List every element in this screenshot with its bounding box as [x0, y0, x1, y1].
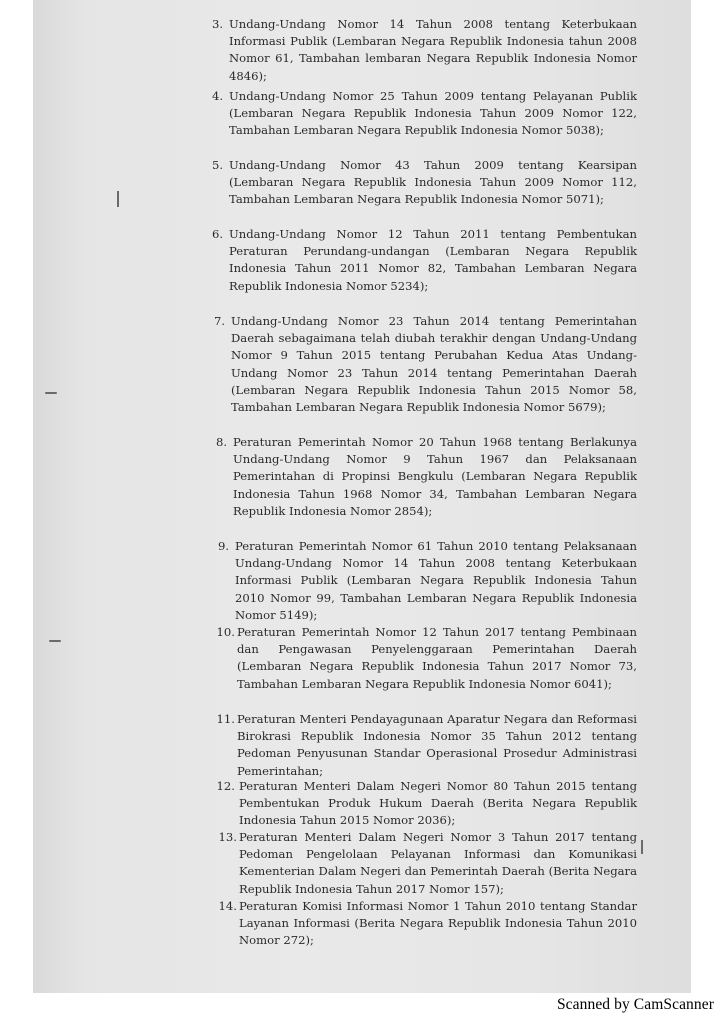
list-item	[33, 778, 691, 830]
item-text: Peraturan Pemerintah Nomor 20 Tahun 1968 tentang Berlakunya Undang-Undang Nomor 9 Tahun 1967 dan Pelaksanaan Pemerintahan di Propinsi Bengkulu (Lembaran Negara Republik Indonesia Tahun 1968 Nomor 34, Tambahan Lembaran Negara Republik Indonesia Nomor 2854);	[233, 435, 637, 518]
item-text: Peraturan Menteri Dalam Negeri Nomor 80 Tahun 2015 tentang Pembentukan Produk Hukum Daerah (Berita Negara Republik Indonesia Tahun 2015 Nomor 2036);	[239, 779, 637, 828]
list-item	[33, 157, 691, 209]
item-number: 13.	[218, 830, 237, 844]
item-text: Undang-Undang Nomor 14 Tahun 2008 tentang Keterbukaan Informasi Publik (Lembaran Negara Republik Indonesia tahun 2008 Nomor 61, Tambahan lembaran Negara Republik Indonesia Nomor 4846);	[229, 17, 637, 83]
document-scan	[33, 0, 691, 993]
scanner-watermark: Scanned by CamScanner	[556, 996, 714, 1013]
list-item	[33, 711, 691, 780]
item-number: 3.	[211, 17, 223, 31]
item-number: 9.	[217, 539, 229, 553]
list-item	[33, 538, 691, 624]
item-text: Peraturan Menteri Dalam Negeri Nomor 3 Tahun 2017 tentang Pedoman Pengelolaan Pelayanan Informasi dan Komunikasi Kementerian Dalam Negeri dan Pemerintah Daerah (Berita Negara Republik Indonesia Tahun 2017 Nomor 157);	[239, 830, 637, 896]
list-item	[33, 16, 691, 85]
item-text: Peraturan Komisi Informasi Nomor 1 Tahun 2010 tentang Standar Layanan Informasi (Berita Negara Republik Indonesia Tahun 2010 Nomor 272);	[239, 899, 637, 948]
item-text: Peraturan Pemerintah Nomor 12 Tahun 2017 tentang Pembinaan dan Pengawasan Penyelenggaraan Pemerintahan Daerah (Lembaran Negara Republik Indonesia Tahun 2017 Nomor 73, Tambahan Lembaran Negara Republik Indonesia Nomor 6041);	[237, 625, 637, 691]
item-text: Peraturan Menteri Pendayagunaan Aparatur Negara dan Reformasi Birokrasi Republik Indonesia Nomor 35 Tahun 2012 tentang Pedoman Penyusunan Standar Operasional Prosedur Administrasi Pemerintahan;	[237, 712, 637, 778]
list-item	[33, 313, 691, 416]
list-item	[33, 434, 691, 520]
item-number: 11.	[216, 712, 235, 726]
list-item	[33, 829, 691, 898]
item-number: 5.	[211, 158, 223, 172]
item-number: 7.	[213, 314, 225, 328]
item-text: Undang-Undang Nomor 23 Tahun 2014 tentang Pemerintahan Daerah sebagaimana telah diubah terakhir dengan Undang-Undang Nomor 9 Tahun 2015 tentang Perubahan Kedua Atas Undang-Undang Nomor 23 Tahun 2014 tentang Pemerintahan Daerah (Lembaran Negara Republik Indonesia Tahun 2015 Nomor 58, Tambahan Lembaran Negara Republik Indonesia Nomor 5679);	[231, 314, 637, 415]
item-number: 10.	[216, 625, 235, 639]
item-number: 4.	[211, 89, 223, 103]
list-item	[33, 226, 691, 295]
item-text: Undang-Undang Nomor 12 Tahun 2011 tentang Pembentukan Peraturan Perundang-undangan (Lembaran Negara Republik Indonesia Tahun 2011 Nomor 82, Tambahan Lembaran Negara Republik Indonesia Nomor 5234);	[229, 227, 637, 293]
item-number: 14.	[218, 899, 237, 913]
list-item	[33, 88, 691, 140]
item-number: 6.	[211, 227, 223, 241]
item-text: Undang-Undang Nomor 25 Tahun 2009 tentang Pelayanan Publik (Lembaran Negara Republik Indonesia Tahun 2009 Nomor 122, Tambahan Lembaran Negara Republik Indonesia Nomor 5038);	[229, 89, 637, 138]
list-item	[33, 624, 691, 693]
item-text: Undang-Undang Nomor 43 Tahun 2009 tentang Kearsipan (Lembaran Negara Republik Indonesia Tahun 2009 Nomor 112, Tambahan Lembaran Negara Republik Indonesia Nomor 5071);	[229, 158, 637, 207]
list-item	[33, 898, 691, 950]
item-number: 8.	[215, 435, 227, 449]
item-number: 12.	[216, 779, 235, 793]
item-text: Peraturan Pemerintah Nomor 61 Tahun 2010 tentang Pelaksanaan Undang-Undang Nomor 14 Tahun 2008 tentang Keterbukaan Informasi Publik (Lembaran Negara Republik Indonesia Tahun 2010 Nomor 99, Tambahan Lembaran Negara Republik Indonesia Nomor 5149);	[235, 539, 637, 622]
